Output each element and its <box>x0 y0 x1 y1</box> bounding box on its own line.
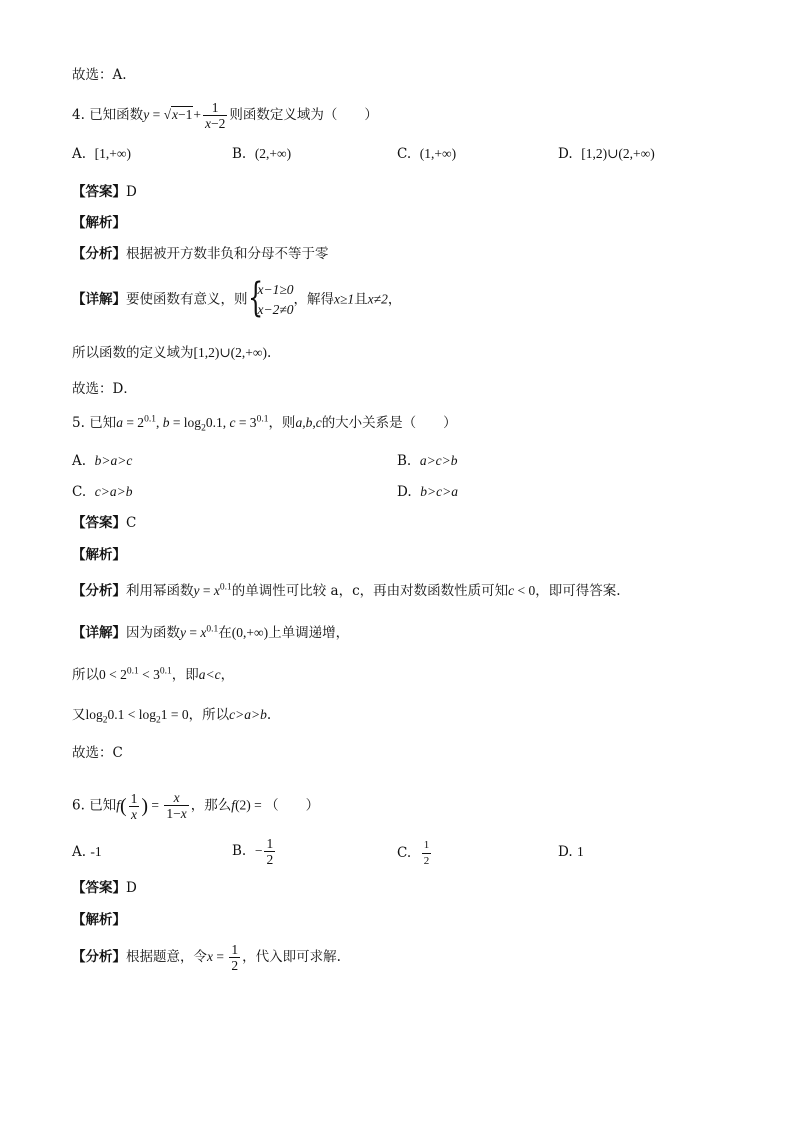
q6-option-d[interactable]: D. 1 <box>558 844 584 860</box>
q4-stem-tail: 则函数定义域为（ ） <box>229 107 378 123</box>
q6-option-a[interactable]: A. -1 <box>72 844 102 860</box>
q4-option-d[interactable]: D. [1,2)∪(2,+∞) <box>558 146 655 162</box>
q4-analysis-heading: 【解析】 <box>72 215 126 231</box>
q6-option-c[interactable]: C. $\frac{1}{2}$ <box>397 839 430 867</box>
q5-option-c[interactable]: C. c>a>b <box>72 484 133 500</box>
q4-option-b[interactable]: B. (2,+∞) <box>232 146 292 162</box>
q5-fenxi: 【分析】利用幂函数$y = x^{0.1}$的单调性可比较 a，c，再由对数函数性质可知c < 0，即可得答案. <box>72 582 621 599</box>
q4-stem: 4. 已知函数y = √x−1+ $\frac{1}{x-2}$ 则函数定义域为（ ） <box>72 100 378 131</box>
q6-analysis-heading: 【解析】 <box>72 912 126 928</box>
q5-answer: 【答案】C <box>72 515 137 531</box>
q3-conclusion: 故选：A. <box>72 67 127 83</box>
q5-stem: 5. 已知$a = 2^{0.1}$, $b = \log_20.1$, $c = 3^{0.1}$，则a,b,c的大小关系是（ ） <box>72 414 457 434</box>
q5-option-a[interactable]: A. b>a>c <box>72 453 133 469</box>
q5-step3: 又$\log_20.1 < \log_21 = 0$，所以c>a>b. <box>72 707 272 726</box>
q4-domain: 所以函数的定义域为[1,2)∪(2,+∞). <box>72 345 272 361</box>
q6-answer: 【答案】D <box>72 880 137 896</box>
q6-fenxi: 【分析】根据题意，令x = $\frac{1}{2}$ ，代入即可求解. <box>72 942 341 973</box>
q5-conclusion: 故选：C <box>72 745 123 761</box>
q4-fenxi: 【分析】根据被开方数非负和分母不等于零 <box>72 246 329 262</box>
q4-conclusion: 故选：D． <box>72 381 137 397</box>
q4-system: { x−1≥0 x−2≠0 <box>247 275 294 321</box>
q4-xiangjie: 【详解】要使函数有意义，则 { x−1≥0 x−2≠0 ，解得x≥1且x≠2， <box>72 275 402 321</box>
q4-option-c[interactable]: C. (1,+∞) <box>397 146 457 162</box>
q4-stem-lead: 已知函数 <box>89 107 144 123</box>
q5-analysis-heading: 【解析】 <box>72 547 126 563</box>
q4-answer: 【答案】D <box>72 184 137 200</box>
q5-xiangjie: 【详解】因为函数$y = x^{0.1}$在(0,+∞)上单调递增， <box>72 624 350 641</box>
q6-stem: 6. 已知f( $\frac{1}{x}$ ) = $\frac{x}{1-x}$ ，那么f(2) = （ ） <box>72 790 320 822</box>
q4-number: 4. <box>72 107 85 123</box>
q6-option-b[interactable]: B. − $\frac{1}{2}$ <box>232 836 274 867</box>
q4-option-a[interactable]: A. [1,+∞) <box>72 146 131 162</box>
q5-option-d[interactable]: D. b>c>a <box>397 484 458 500</box>
q5-option-b[interactable]: B. a>c>b <box>397 453 458 469</box>
q5-step2: 所以$0 < 2^{0.1} < 3^{0.1}$，即a<c， <box>72 666 235 683</box>
